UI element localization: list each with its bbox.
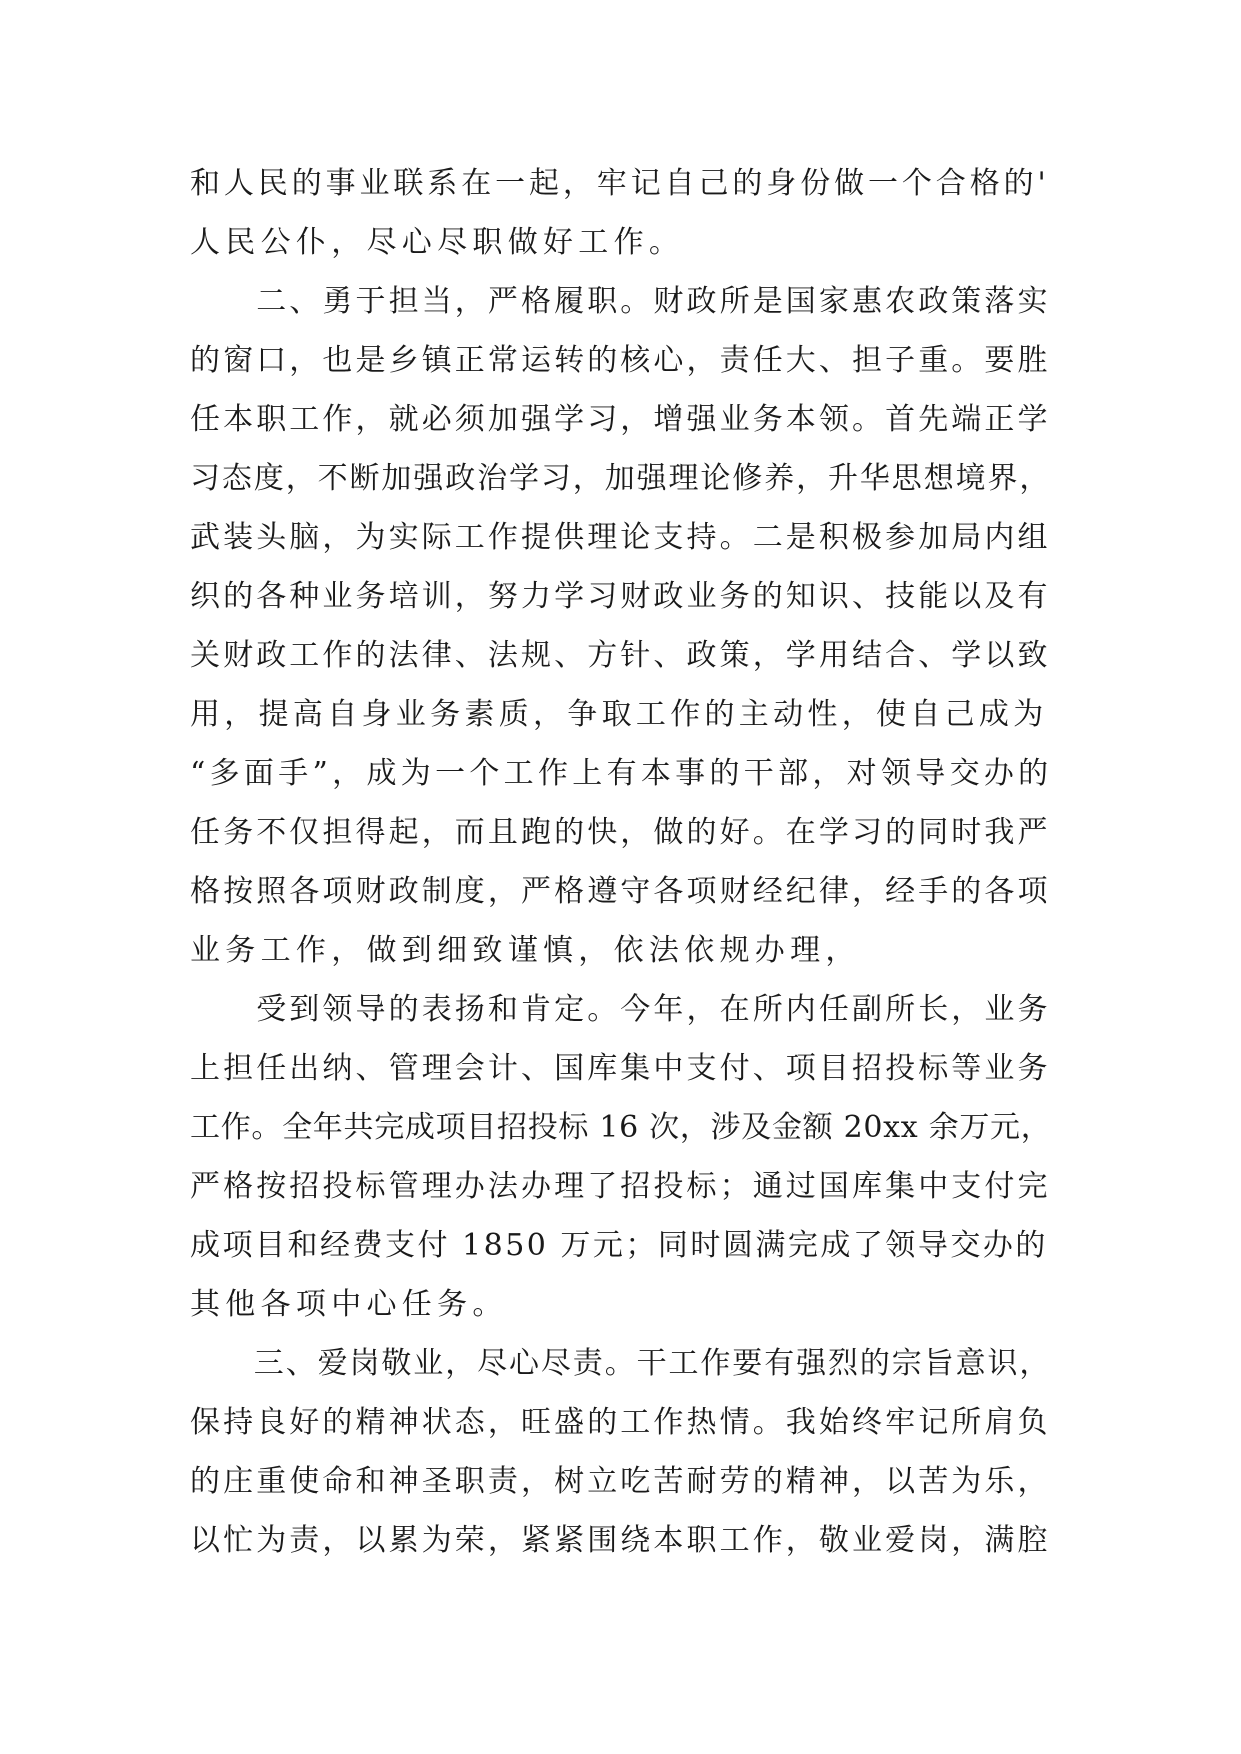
text-line: 的庄重使命和神圣职责，树立吃苦耐劳的精神，以苦为乐，: [190, 1464, 1051, 1499]
text-line: 和人民的事业联系在一起，牢记自己的身份做一个合格的': [190, 166, 1050, 201]
text-line: 业务工作，做到细致谨慎，依法依规办理，: [190, 933, 861, 968]
text-line: 上担任出纳、管理会计、国库集中支付、项目招投标等业务: [190, 1051, 1051, 1086]
text-line: 其他各项中心任务。: [190, 1287, 508, 1322]
text-line: 武装头脑，为实际工作提供理论支持。二是积极参加局内组: [190, 520, 1051, 555]
text-line: 二、勇于担当，严格履职。财政所是国家惠农政策落实: [190, 284, 1051, 319]
text-line: 任务不仅担得起，而且跑的快，做的好。在学习的同时我严: [190, 815, 1051, 850]
text-line: 的窗口，也是乡镇正常运转的核心，责任大、担子重。要胜: [190, 343, 1051, 378]
text-line: 保持良好的精神状态，旺盛的工作热情。我始终牢记所肩负: [190, 1405, 1051, 1440]
text-line: 严格按招投标管理办法办理了招投标；通过国库集中支付完: [190, 1169, 1051, 1204]
text-line: 工作。全年共完成项目招投标 16 次，涉及金额 20xx 余万元，: [190, 1110, 1052, 1145]
text-line: 关财政工作的法律、法规、方针、政策，学用结合、学以致: [190, 638, 1051, 673]
text-line: 任本职工作，就必须加强学习，增强业务本领。首先端正学: [190, 402, 1051, 437]
text-line: 织的各种业务培训，努力学习财政业务的知识、技能以及有: [190, 579, 1051, 614]
text-line: 以忙为责，以累为荣，紧紧围绕本职工作，敬业爱岗，满腔: [190, 1523, 1051, 1558]
text-line: 成项目和经费支付 1850 万元；同时圆满完成了领导交办的: [190, 1228, 1048, 1263]
text-line: 习态度，不断加强政治学习，加强理论修养，升华思想境界，: [190, 461, 1052, 496]
body-text: [190, 154, 1052, 1570]
text-line: “多面手”，成为一个工作上有本事的干部，对领导交办的: [190, 756, 1053, 791]
text-line: 受到领导的表扬和肯定。今年，在所内任副所长，业务: [190, 992, 1051, 1027]
text-line: 格按照各项财政制度，严格遵守各项财经纪律，经手的各项: [190, 874, 1051, 909]
text-line: 人民公仆，尽心尽职做好工作。: [190, 225, 685, 260]
text-line: 三、爱岗敬业，尽心尽责。干工作要有强烈的宗旨意识，: [190, 1346, 1052, 1381]
text-line: 用，提高自身业务素质，争取工作的主动性，使自己成为: [190, 697, 1048, 732]
